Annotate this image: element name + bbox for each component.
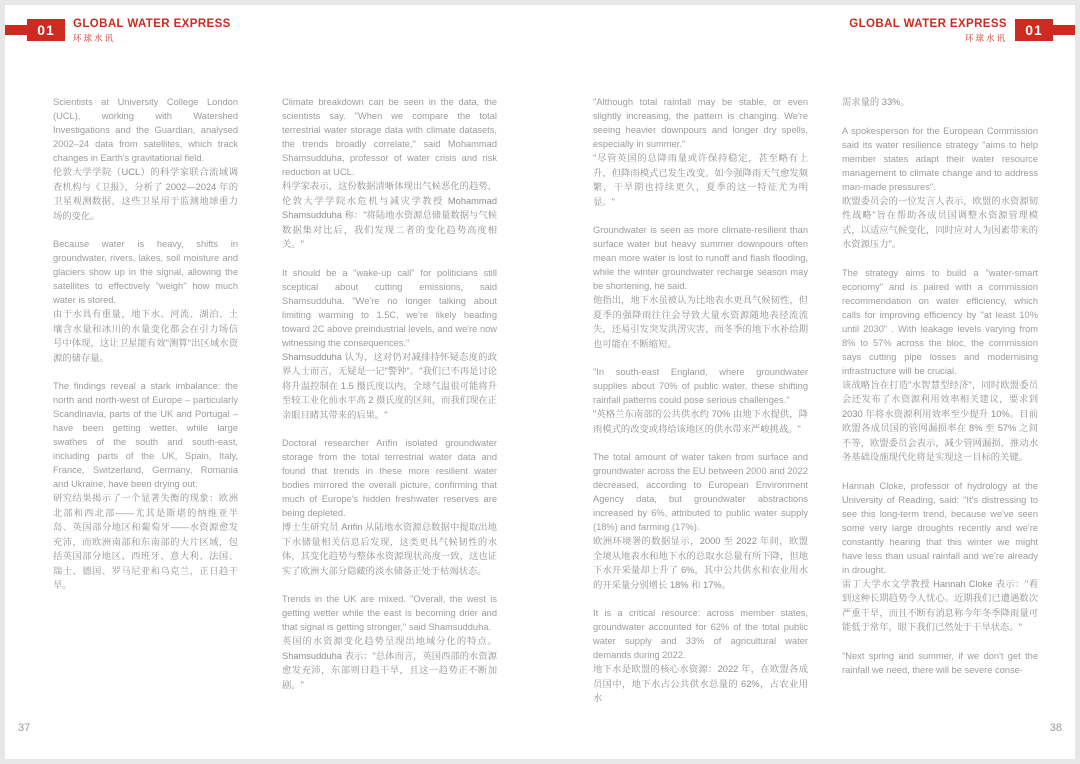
paragraph-en: "In south-east England, where groundwater supplies about 70% of public water, these shifting rainfall patterns could pose serious challenges." bbox=[593, 367, 808, 405]
paragraph bbox=[282, 592, 497, 692]
red-bleed-bar-left bbox=[5, 25, 27, 35]
masthead-left bbox=[73, 19, 231, 42]
paragraph-zh: 雷丁大学水文学教授 Hannah Cloke 表示："看到这种长期趋势令人忧心。近期我们已遭遇数次严重干旱，而且不断有消息称今年冬季降雨量可能低于常年，眼下我们已然处于干旱状态。" bbox=[842, 578, 1038, 632]
paragraph-zh: "英格兰东南部的公共供水约 70% 由地下水提供，降雨模式的改变或将给该地区的供水带来严峻挑战。" bbox=[593, 409, 808, 434]
paragraph-en: The findings reveal a stark imbalance: the north and north-west of Europe – particularly Scandinavia, parts of the UK and Portugal – have been getting wetter, while large swathes of the south and south-east, including parts of the UK, Spain, Italy, France, Switzerland, Germany, Romania and Ukraine, have been drying out. bbox=[53, 381, 238, 489]
paragraph bbox=[282, 95, 497, 252]
paragraph bbox=[53, 237, 238, 365]
article-column-3 bbox=[593, 95, 808, 720]
paragraph bbox=[593, 365, 808, 436]
paragraph-zh: 研究结果揭示了一个显著失衡的现象：欧洲北部和西北部——尤其是斯堪的纳维亚半岛、英国部分地区和葡萄牙——水资源愈发充沛，而欧洲南部和东南部的大片区域，包括英国部分地区、西班牙、意大利、法国、瑞士、德国、罗马尼亚和乌克兰，正日趋干旱。 bbox=[53, 493, 238, 590]
paragraph-en: It should be a "wake-up call" for politicians still sceptical about cutting emissions, said Shamsudduha. "We're no longer talking about limiting warming to 1.5C, we're likely heading toward 2C above preindustrial levels, and we're now witnessing the consequences." bbox=[282, 267, 497, 348]
paragraph bbox=[593, 223, 808, 351]
masthead-right bbox=[849, 19, 1007, 42]
page-number-right: 38 bbox=[1049, 722, 1062, 734]
paragraph bbox=[53, 379, 238, 593]
magazine-title-right: GLOBAL WATER EXPRESS bbox=[849, 18, 1007, 30]
paragraph-en: Climate breakdown can be seen in the data, the scientists say. "When we compare the total terrestrial water storage data with climate datasets, the trends broadly correlate," said Mohammad Shamsudduha, professor of water crisis and risk reduction at UCL. bbox=[282, 97, 497, 177]
paragraph bbox=[842, 124, 1038, 252]
paragraph-zh: 欧洲环境署的数据显示，2000 至 2022 年间，欧盟全境从地表水和地下水的总取水总量有所下降，但地下水开采量却上升了 6%，其中公共供水和农业用水的开采量分别增长 18% 和 17%。 bbox=[593, 536, 808, 590]
paragraph bbox=[842, 95, 1038, 110]
paragraph bbox=[842, 266, 1038, 465]
paragraph bbox=[282, 266, 497, 423]
paragraph-en: Hannah Cloke, professor of hydrology at the University of Reading, said: "It's distressing to see this long-term trend, because we've seen some very large droughts recently and we're constantly hearing that this winter we might have less than usual rainfall and we're already in drought. bbox=[842, 480, 1038, 575]
paragraph-zh: Shamsudduha 认为，这对仍对减排持怀疑态度的政界人士而言，无疑是一记"警钟"。"我们已不再是讨论将升温控制在 1.5 摄氏度以内，全球气温很可能将升至较工业化前水平高 2 摄氏度的区间，而我们现在正亲眼目睹其带来的后果。" bbox=[282, 351, 497, 420]
paragraph-zh: 由于水具有重量，地下水、河流、湖泊、土壤含水量和冰川的水量变化都会在引力场信号中体现，这让卫星能有效"测算"出区域水资源的储存量。 bbox=[53, 309, 238, 363]
article-column-2 bbox=[282, 95, 497, 706]
paragraph-en: It is a critical resource: across member states, groundwater accounted for 62% of the total public water supply and 33% of agricultural water demands during 2022. bbox=[593, 608, 808, 660]
paragraph-zh: 科学家表示，这份数据清晰体现出气候恶化的趋势，伦敦大学学院水危机与减灾学教授 Mohammad Shamsudduha 称："将陆地水资源总储量数据与气候数据集对比后，我们发现二者的变化趋势高度相关。" bbox=[282, 181, 497, 249]
red-bleed-bar-right bbox=[1053, 25, 1075, 35]
magazine-subtitle-right: 环球水讯 bbox=[964, 32, 1007, 43]
magazine-spread bbox=[5, 5, 1075, 759]
paragraph-en: Groundwater is seen as more climate-resilient than surface water but heavy summer downpours often mean more water is lost to runoff and flash flooding, while the winter groundwater recharge season may be shortening, he said. bbox=[593, 225, 808, 291]
paragraph-zh: 英国的水资源变化趋势呈现出地域分化的特点。Shamsudduha 表示："总体而言，英国西部的水资源愈发充沛，东部则日趋干旱，且这一趋势正不断加剧。" bbox=[282, 636, 497, 690]
article-column-4 bbox=[842, 95, 1038, 691]
paragraph bbox=[842, 479, 1038, 635]
paragraph-zh: 需求量的 33%。 bbox=[842, 97, 910, 107]
paragraph-en: Scientists at University College London (UCL), working with Watershed Investigations and the Guardian, analysed 2002–24 data from satellites, which track changes in Earth's gravitational field. bbox=[53, 97, 238, 163]
paragraph-zh: 地下水是欧盟的核心水资源：2022 年，在欧盟各成员国中，地下水占公共供水总量的 62%，占农业用水 bbox=[593, 664, 808, 703]
page-number-left: 37 bbox=[18, 722, 31, 734]
paragraph-en: Doctoral researcher Arifin isolated groundwater storage from the total terrestrial water data and found that trends in these more resilient water bodies mirrored the overall picture, confirming that much of Europe's hidden freshwater reserves are being depleted. bbox=[282, 438, 497, 518]
paragraph bbox=[593, 450, 808, 592]
issue-badge-right bbox=[1015, 19, 1075, 41]
paragraph-en: "Next spring and summer, if we don't get the rainfall we need, there will be severe conse- bbox=[842, 650, 1038, 675]
magazine-subtitle-left: 环球水讯 bbox=[73, 32, 116, 43]
paragraph-zh: 他指出，地下水虽被认为比地表水更具气候韧性，但夏季的强降雨往往会导致大量水资源随地表径流流失，还易引发突发洪涝灾害，而冬季的地下水补给期也可能在不断缩短。 bbox=[593, 295, 808, 349]
paragraph-en: A spokesperson for the European Commission said its water resilience strategy "aims to help member states adapt their water resource management to climate change and to address man-made pressures". bbox=[842, 125, 1038, 192]
paragraph bbox=[282, 436, 497, 578]
magazine-title-left: GLOBAL WATER EXPRESS bbox=[73, 18, 231, 30]
issue-number-right: 01 bbox=[1015, 19, 1053, 41]
paragraph-en: The strategy aims to build a "water-smart economy" and is paired with a commission recommendation on water efficiency, which calls for improving efficiency by "at least 10% until 2030" . With leakage levels varying from 8% to 57% across the bloc, the commission says cutting pipe losses and modernising infrastructure will be crucial. bbox=[842, 267, 1038, 376]
paragraph-zh: 该战略旨在打造"水智慧型经济"，同时欧盟委员会还发布了水资源利用效率相关建议，要求到 2030 年将水资源利用效率至少提升 10%。目前欧盟各成员国的管网漏损率在 8% 至 57% 之间不等，欧盟委员会表示，减少管网漏损、推动水务基础设施现代化将是实现这一目标的关键。 bbox=[842, 379, 1038, 462]
header-right bbox=[841, 19, 1075, 42]
article-column-1 bbox=[53, 95, 238, 607]
paragraph-en: Because water is heavy, shifts in groundwater, rivers, lakes, soil moisture and glaciers show up in the signal, allowing the satellites to effectively "weigh" how much water is stored. bbox=[53, 239, 238, 305]
paragraph-zh: 博士生研究员 Arifin 从陆地水资源总数据中提取出地下水储量相关信息后发现，这类更具气候韧性的水体，其变化趋势与整体水资源现状高度一致，这也证实了欧洲大部分隐藏的淡水储备正处于枯竭状态。 bbox=[282, 522, 497, 576]
paragraph-zh: "尽管英国的总降雨量或许保持稳定，甚至略有上升，但降雨模式已发生改变。如今强降雨天气愈发频繁，干旱期也持续更久，夏季的这一特征尤为明显。" bbox=[593, 153, 808, 207]
paragraph bbox=[593, 606, 808, 706]
paragraph-en: Trends in the UK are mixed. "Overall, the west is getting wetter while the east is becoming drier and that signal is getting stronger," said Shamsudduha. bbox=[282, 594, 497, 632]
paragraph bbox=[593, 95, 808, 209]
paragraph-en: "Although total rainfall may be stable, or even slightly increasing, the pattern is changing. We're seeing heavier downpours and longer dry spells, especially in summer." bbox=[593, 97, 808, 149]
paragraph-en: The total amount of water taken from surface and groundwater across the EU between 2000 and 2022 decreased, according to European Environment Agency data, but groundwater abstractions increased by 6%, attributed to public water supply (18%) and farming (17%). bbox=[593, 452, 809, 532]
paragraph-zh: 欧盟委员会的一位发言人表示，欧盟的水资源韧性战略"旨在帮助各成员国调整水资源管理模式，以适应气候变化，同时应对人为因素带来的水资源压力"。 bbox=[842, 195, 1038, 249]
paragraph-zh: 伦敦大学学院（UCL）的科学家联合流域调查机构与《卫报》，分析了 2002—2024 年的卫星观测数据，这些卫星用于监测地球重力场的变化。 bbox=[53, 167, 238, 221]
issue-number-left: 01 bbox=[27, 19, 65, 41]
paragraph bbox=[842, 649, 1038, 677]
header-left bbox=[5, 19, 239, 42]
paragraph bbox=[53, 95, 238, 223]
issue-badge-left bbox=[5, 19, 65, 41]
